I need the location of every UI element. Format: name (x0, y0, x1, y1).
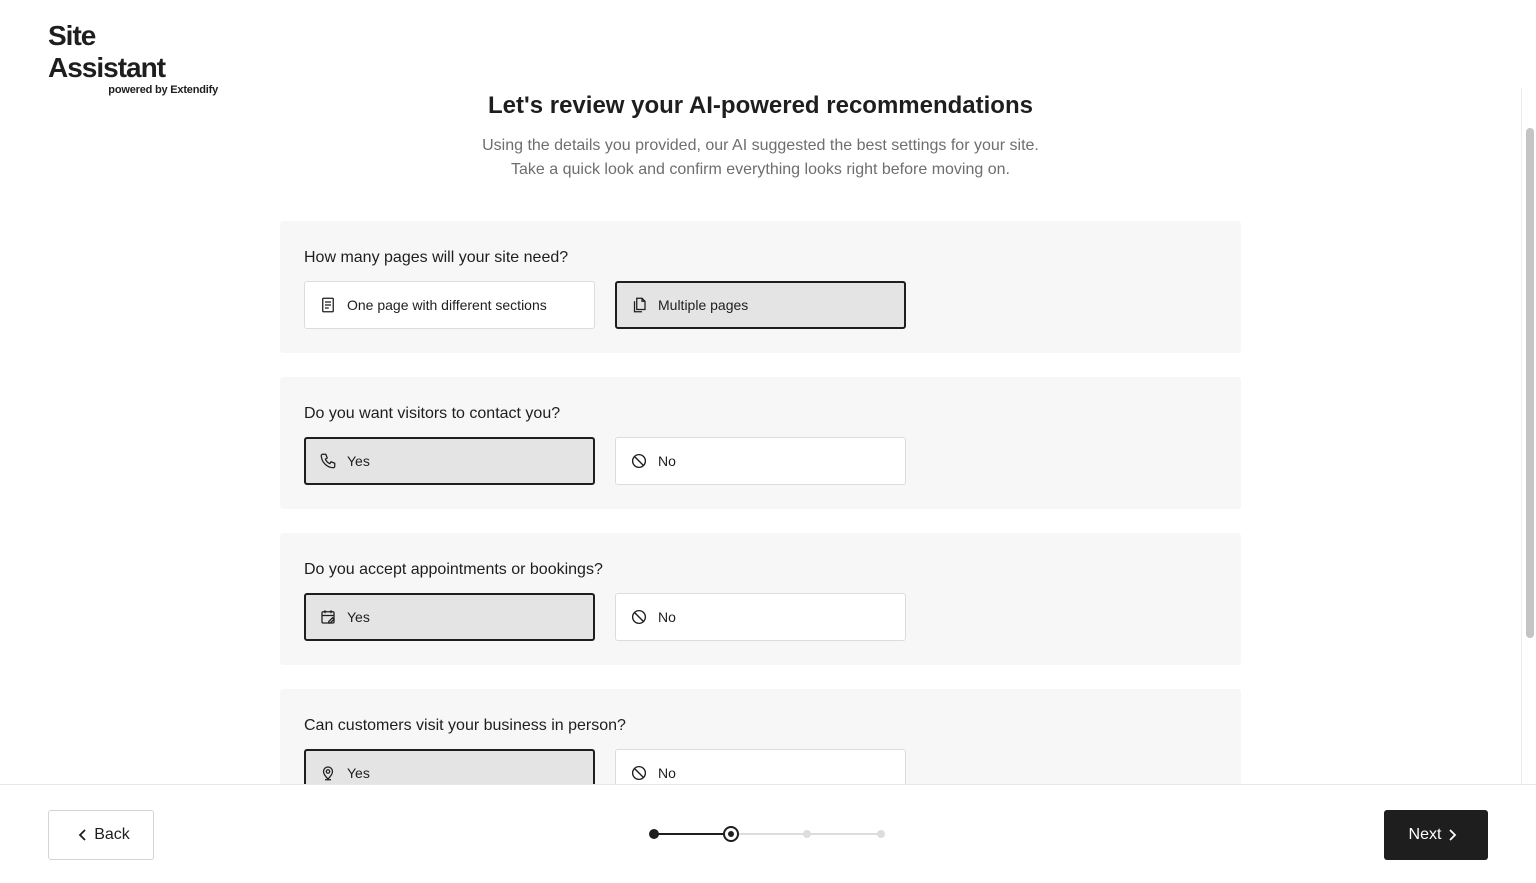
back-button-label: Back (94, 826, 130, 843)
option-label: Yes (347, 765, 370, 781)
option-label: Yes (347, 453, 370, 469)
pages-icon (630, 296, 648, 314)
block-icon (630, 608, 648, 626)
question-card-pages (280, 221, 1241, 353)
option-one-page[interactable] (304, 281, 595, 329)
question-label: Do you accept appointments or bookings? (304, 561, 603, 578)
page-title: Let's review your AI-powered recommendations (488, 92, 1033, 119)
option-contact-no[interactable] (615, 437, 906, 485)
page-description (0, 134, 1521, 182)
question-card-appointments (280, 533, 1241, 665)
description-line-1: Using the details you provided, our AI suggested the best settings for your site. (482, 137, 1039, 154)
document-icon (319, 296, 337, 314)
block-icon (630, 452, 648, 470)
scrollbar-thumb[interactable] (1526, 128, 1534, 638)
footer-bar (0, 784, 1536, 883)
step-dot-4 (877, 830, 885, 838)
progress-stepper (648, 826, 893, 842)
option-label: No (658, 453, 676, 469)
option-label: No (658, 609, 676, 625)
option-contact-yes[interactable] (304, 437, 595, 485)
logo-subtitle: powered by Extendify (108, 84, 218, 96)
question-label: Can customers visit your business in person? (304, 717, 626, 734)
step-dot-2-current (723, 826, 739, 842)
option-label: No (658, 765, 676, 781)
option-label: Multiple pages (658, 297, 749, 313)
description-line-2: Take a quick look and confirm everything looks right before moving on. (511, 161, 1010, 178)
step-dot-1 (649, 829, 659, 839)
location-icon (319, 764, 337, 782)
option-label: Yes (347, 609, 370, 625)
option-appointments-yes[interactable] (304, 593, 595, 641)
option-label: One page with different sections (347, 297, 547, 313)
chevron-left-icon (78, 828, 88, 842)
question-label: How many pages will your site need? (304, 249, 569, 266)
next-button[interactable] (1384, 810, 1488, 860)
question-label: Do you want visitors to contact you? (304, 405, 561, 422)
step-dot-3 (803, 830, 811, 838)
option-multiple-pages[interactable] (615, 281, 906, 329)
scrollbar[interactable] (1521, 88, 1536, 784)
phone-icon (319, 452, 337, 470)
step-connector-complete (654, 833, 731, 835)
option-visit-yes[interactable] (304, 749, 595, 784)
calendar-icon (319, 608, 337, 626)
block-icon (630, 764, 648, 782)
option-visit-no[interactable] (615, 749, 906, 784)
main-scroll-area[interactable] (0, 88, 1521, 784)
question-card-visit (280, 689, 1241, 784)
next-button-label: Next (1408, 826, 1442, 843)
back-button[interactable] (48, 810, 154, 860)
option-appointments-no[interactable] (615, 593, 906, 641)
logo (48, 20, 218, 96)
chevron-right-icon (1447, 828, 1457, 842)
question-card-contact (280, 377, 1241, 509)
logo-title: Site Assistant (48, 20, 166, 83)
